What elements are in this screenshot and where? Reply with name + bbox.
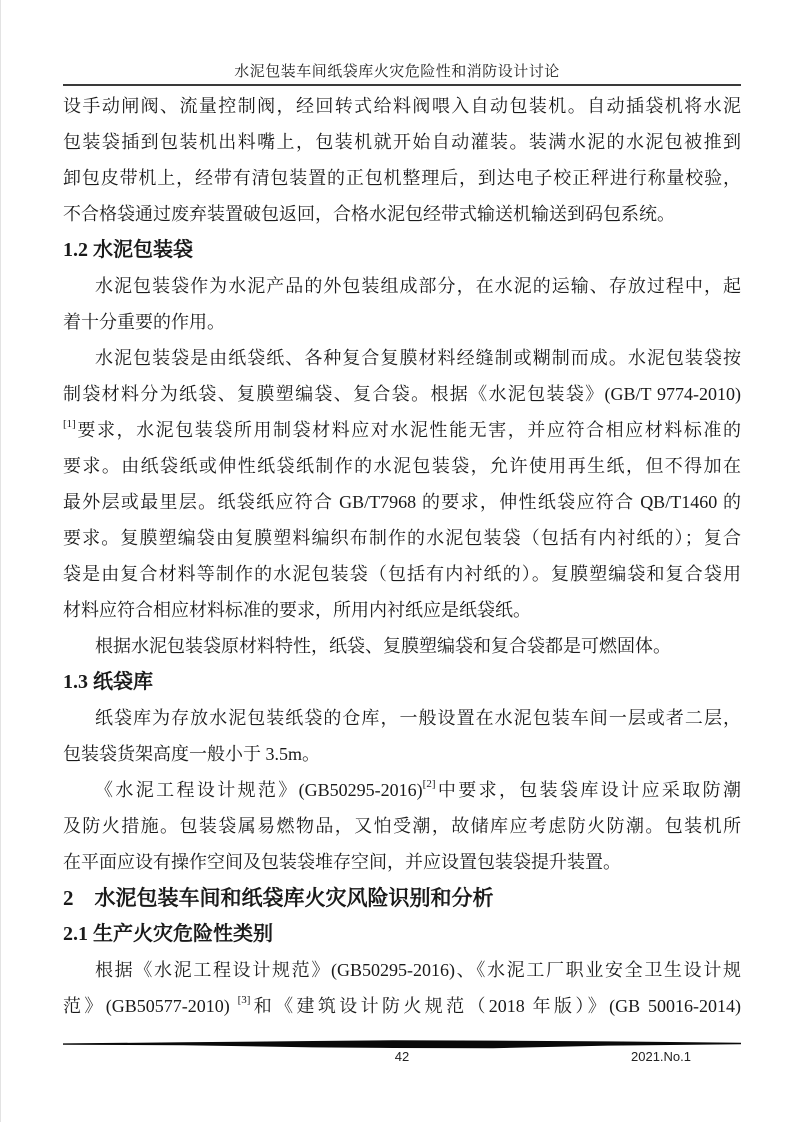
paragraph-line: 不合格袋通过废弃装置破包返回，合格水泥包经带式输送机输送到码包系统。	[63, 204, 675, 224]
paragraph-line: 及防火措施。包装袋属易燃物品，又怕受潮，故储库应考虑防火防潮。包装机所	[63, 816, 741, 836]
line-text: 范》(GB50577-2010)	[63, 996, 238, 1016]
paragraph-line: 包装袋插到包装机出料嘴上，包装机就开始自动灌装。装满水泥的水泥包被推到	[63, 132, 741, 152]
paragraph-line: 最外层或最里层。纸袋纸应符合 GB/T7968 的要求，伸性纸袋应符合 QB/T1460 的	[63, 492, 741, 512]
footnote-ref-2: [2]	[422, 778, 436, 790]
paragraph-line: 要求。复膜塑编袋由复膜塑料编织布制作的水泥包装袋（包括有内衬纸的）；复合	[63, 528, 741, 548]
paragraph-line: 包装袋货架高度一般小于 3.5m。	[63, 744, 320, 764]
line-text: 要求，水泥包装袋所用制袋材料应对水泥性能无害，并应符合相应材料标准的	[75, 420, 741, 440]
paragraph-line	[63, 772, 741, 808]
paragraph-line: 材料应符合相应材料标准的要求，所用内衬纸应是纸袋纸。	[63, 600, 531, 620]
paragraph-line: 水泥包装袋作为水泥产品的外包装组成部分，在水泥的运输、存放过程中，起	[95, 276, 741, 296]
issue-number: 2021.No.1	[631, 1049, 691, 1064]
paragraph-line: 设手动闸阀、流量控制阀，经回转式给料阀喂入自动包装机。自动插袋机将水泥	[63, 96, 741, 116]
paragraph-line: 着十分重要的作用。	[63, 312, 225, 332]
footnote-ref-1: [1]	[63, 418, 76, 430]
footer-row	[63, 1049, 741, 1067]
paragraph-line: 卸包皮带机上，经带有清包装置的正包机整理后，到达电子校正秤进行称量校验，	[63, 168, 741, 188]
paragraph-line: 在平面应设有操作空间及包装袋堆存空间，并应设置包装袋提升装置。	[63, 852, 621, 872]
paragraph-line: 制袋材料分为纸袋、复膜塑编袋、复合袋。根据《水泥包装袋》(GB/T 9774-2010)	[63, 384, 741, 404]
footnote-ref-3: [3]	[237, 994, 251, 1006]
running-title: 水泥包装车间纸袋库火灾危险性和消防设计讨论	[234, 64, 560, 80]
paragraph-line: 纸袋库为存放水泥包装纸袋的仓库，一般设置在水泥包装车间一层或者二层，	[95, 708, 741, 728]
paragraph-line: 袋是由复合材料等制作的水泥包装袋（包括有内衬纸的）。复膜塑编袋和复合袋用	[63, 564, 741, 584]
paragraph-line: 水泥包装袋是由纸袋纸、各种复合复膜材料经缝制或糊制而成。水泥包装袋按	[95, 348, 741, 368]
chapter-heading-2: 2 水泥包装车间和纸袋库火灾风险识别和分析	[63, 886, 494, 910]
paragraph-line	[63, 988, 741, 1024]
section-heading-1-2: 1.2 水泥包装袋	[63, 239, 193, 261]
section-heading-2-1: 2.1 生产火灾危险性类别	[63, 923, 273, 945]
page-number: 42	[394, 1049, 410, 1064]
line-text: 和《建筑设计防火规范（2018 年版）》(GB 50016-2014)	[250, 996, 741, 1016]
paragraph-line	[63, 412, 741, 448]
document-body	[63, 88, 741, 1024]
section-heading-1-3: 1.3 纸袋库	[63, 671, 153, 693]
paragraph-line: 要求。由纸袋纸或伸性纸袋纸制作的水泥包装袋，允许使用再生纸，但不得加在	[63, 456, 741, 476]
paragraph-line: 根据《水泥工程设计规范》(GB50295-2016)、《水泥工厂职业安全卫生设计规	[95, 960, 741, 980]
paragraph-line: 根据水泥包装袋原材料特性，纸袋、复膜塑编袋和复合袋都是可燃固体。	[95, 636, 671, 656]
header-rule	[63, 84, 741, 86]
line-text: 《水泥工程设计规范》(GB50295-2016)	[95, 780, 423, 800]
line-text: 中要求，包装袋库设计应采取防潮	[435, 780, 741, 800]
footer-rule	[63, 1040, 741, 1049]
